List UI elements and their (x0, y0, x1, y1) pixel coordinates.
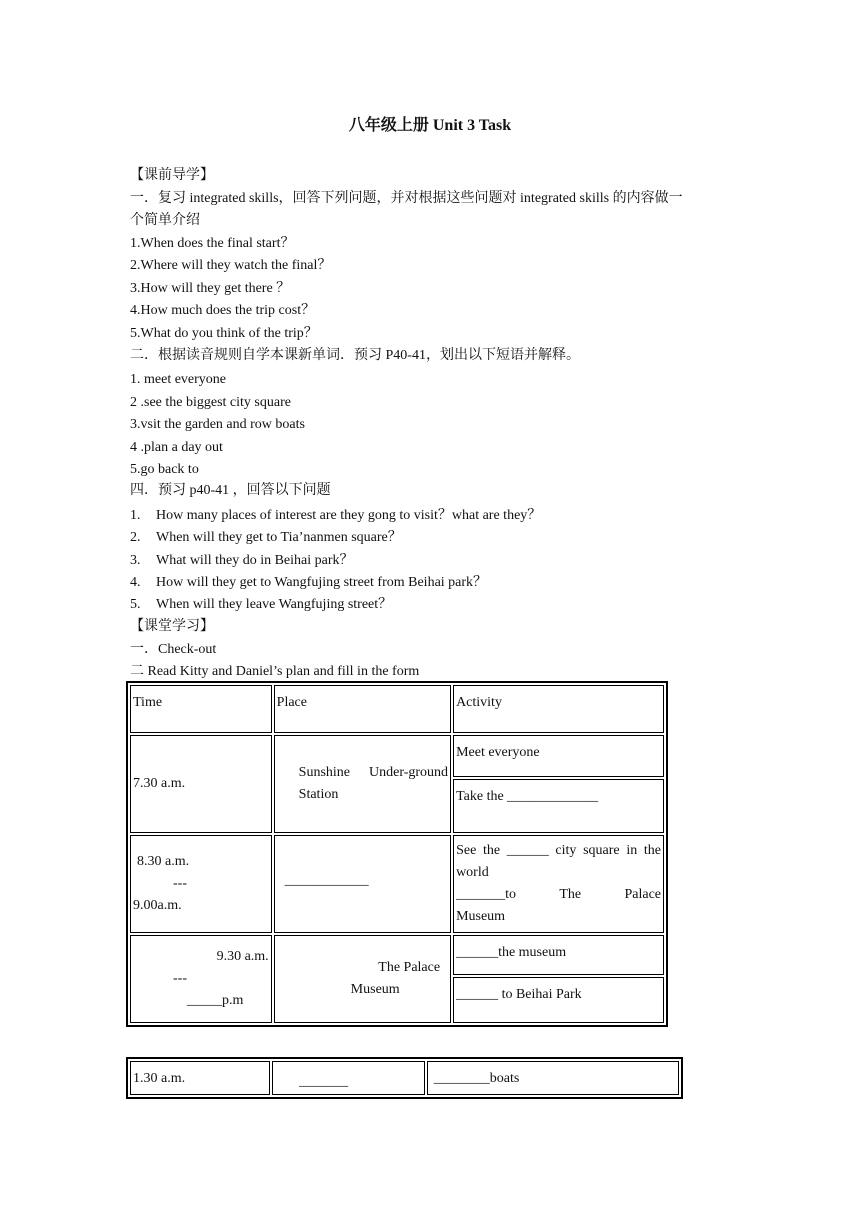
table2-place: _______ (272, 1061, 425, 1095)
preview-question: 5. When will they leave Wangfujing street？ (130, 597, 393, 612)
phrase: 2 .see the biggest city square (130, 395, 291, 410)
preview-question: 3. What will they do in Beihai park？ (130, 553, 354, 568)
row1-place: Sunshine Under-ground Station (274, 735, 451, 833)
preview-question: 2. When will they get to Tia’nanmen square？ (130, 530, 402, 545)
row3-activity2: ______ to Beihai Park (453, 977, 664, 1023)
row3-activity1: ______the museum (453, 935, 664, 975)
table2-time: 1.30 a.m. (130, 1061, 270, 1095)
phrase: 1. meet everyone (130, 372, 227, 387)
q1-intro-line1: 一．复习 integrated skills，回答下列问题，并对根据这些问题对 integrated skills 的内容做一 (130, 191, 683, 206)
section-header-in-class: 【课堂学习】 (130, 619, 214, 634)
phrase: 5.go back to (130, 462, 199, 477)
row1-activity2: Take the _____________ (453, 779, 664, 833)
question: 2.Where will they watch the final？ (130, 258, 332, 273)
in-class-item-1: 一．Check-out (130, 642, 217, 657)
preview-question: 4. How will they get to Wangfujing street from Beihai park？ (130, 575, 488, 590)
header-activity: Activity (453, 685, 664, 733)
table2-activity: ________boats (427, 1061, 679, 1095)
phrase: 4 .plan a day out (130, 440, 223, 455)
preview-question: 1. How many places of interest are they gong to visit？what are they？ (130, 508, 542, 523)
q1-intro-line2: 个简单介绍 (130, 213, 200, 228)
q2-intro: 二．根据读音规则自学本课新单词．预习 P40-41，划出以下短语并解释。 (130, 348, 580, 363)
header-time: Time (130, 685, 272, 733)
row2-time: 8.30 a.m. --- 9.00a.m. (130, 835, 272, 933)
row3-place: The Palace Museum (274, 935, 451, 1023)
question: 1.When does the final start？ (130, 236, 295, 251)
plan-table (126, 681, 668, 1027)
phrase: 3.vsit the garden and row boats (130, 417, 305, 432)
row2-place: ____________ (274, 835, 451, 933)
header-place: Place (274, 685, 451, 733)
in-class-item-2: 二 Read Kitty and Daniel’s plan and fill in the form (130, 664, 420, 679)
row1-time: 7.30 a.m. (130, 735, 272, 833)
row2-activity: See the ______ city square in the world _______to The Palace Museum (453, 835, 664, 933)
row1-activity1: Meet everyone (453, 735, 664, 777)
question: 3.How will they get there ？ (130, 281, 291, 296)
q4-intro: 四．预习 p40-41 ，回答以下问题 (130, 483, 331, 498)
section-header-pre-study: 【课前导学】 (130, 168, 214, 183)
page-title: 八年级上册 Unit 3 Task (348, 117, 512, 134)
row3-time: 9.30 a.m. --- _____p.m (130, 935, 272, 1023)
question: 4.How much does the trip cost？ (130, 303, 316, 318)
plan-table-2 (126, 1057, 683, 1099)
question: 5.What do you think of the trip？ (130, 326, 318, 341)
